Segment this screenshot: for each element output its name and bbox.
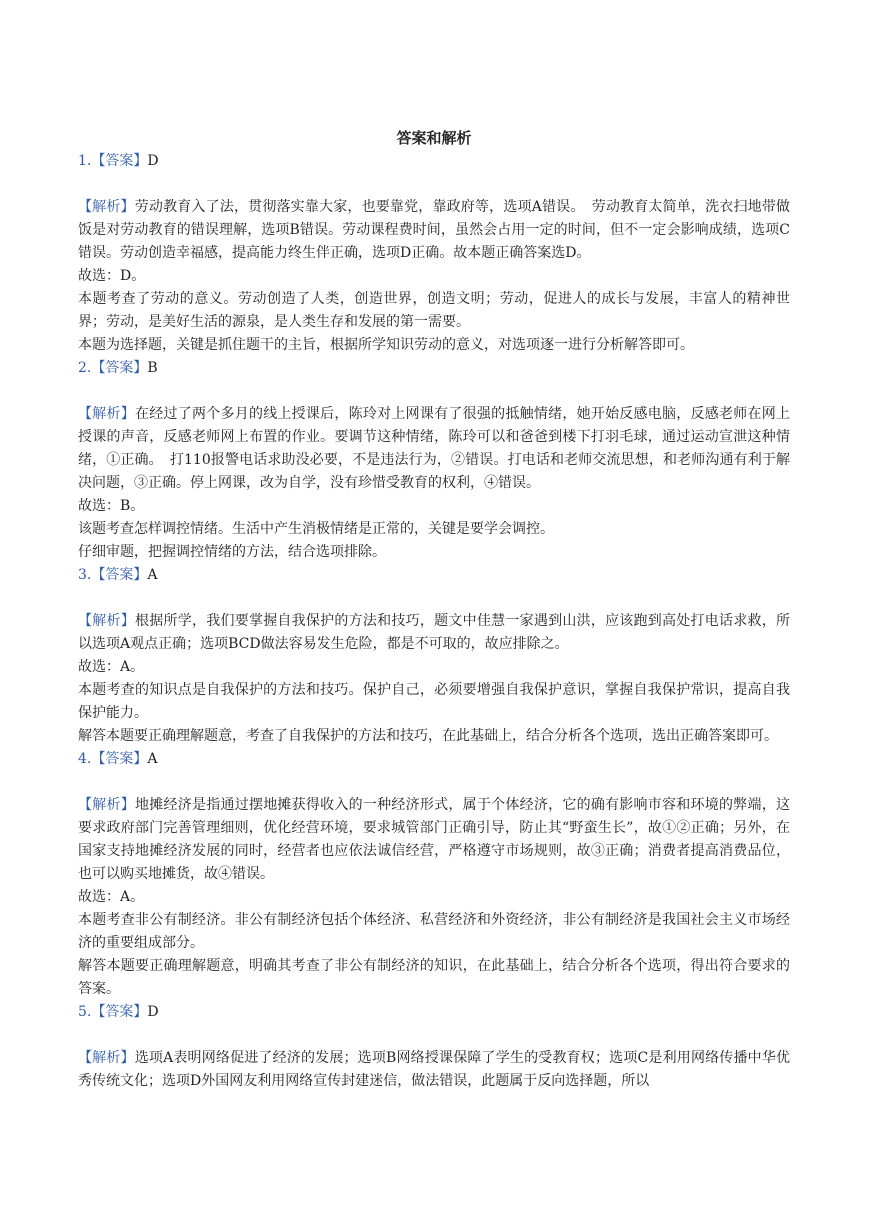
analysis-text: 根据所学，我们要掌握自我保护的方法和技巧，题文中佳慧一家遇到山洪，应该跑到高处打电话求救，所以选项A观点正确；选项BCD做法容易发生危险，都是不可取的，故应排除之。 [78, 613, 791, 652]
answer-item-3 [78, 564, 790, 748]
analysis-conclusion: 故选：B。 [78, 498, 145, 514]
item-number: 1. [78, 153, 92, 169]
analysis-text: 在经过了两个多月的线上授课后，陈玲对上网课有了很强的抵触情绪，她开始反感电脑，反感老师在网上授课的声音，反感老师网上布置的作业。要调节这种情绪，陈玲可以和爸爸到楼下打羽毛球，通过运动宣泄这种情绪，①正确。 打110报警电话求助没必要，不是违法行为，②错误。打电话和老师交流思想，和老师沟通有利于解决问题，③正确。停上网课，改为自学，没有珍惜受教育的权利，④错误。 [78, 406, 791, 491]
answer-line [78, 1001, 790, 1024]
answer-value: D [147, 153, 159, 169]
analysis-tag: 【解析】 [78, 797, 135, 813]
analysis-tip: 解答本题要正确理解题意，明确其考查了非公有制经济的知识，在此基础上，结合分析各个选项，得出符合要求的答案。 [78, 958, 790, 997]
answer-item-5 [78, 1001, 790, 1093]
answer-value: A [147, 567, 158, 583]
answer-value: D [147, 1004, 159, 1020]
analysis-paragraph [78, 403, 790, 495]
answer-tag: 【答案】 [91, 567, 148, 583]
analysis-text: 地摊经济是指通过摆地摊获得收入的一种经济形式，属于个体经济，它的确有影响市容和环境的弊端，这要求政府部门完善管理细则，优化经营环境，要求城管部门正确引导，防止其“野蛮生长”，故①②正确；另外，在国家支持地摊经济发展的同时，经营者也应依法诚信经营，严格遵守市场规则，故③正确；消费者提高消费品位，也可以购买地摊货，故④错误。 [78, 797, 791, 882]
analysis-paragraph [78, 610, 790, 656]
item-number: 4. [78, 751, 92, 767]
analysis-paragraph [78, 196, 790, 265]
document-page [78, 126, 790, 1093]
analysis-knowledge: 本题考查的知识点是自我保护的方法和技巧。保护自己，必须要增强自我保护意识，掌握自我保护常识，提高自我保护能力。 [78, 682, 790, 721]
analysis-tag: 【解析】 [78, 613, 135, 629]
analysis-paragraph [78, 1047, 790, 1093]
answer-tag: 【答案】 [91, 751, 148, 767]
answer-item-1 [78, 150, 790, 357]
item-number: 2. [78, 360, 92, 376]
answer-line [78, 150, 790, 173]
answer-tag: 【答案】 [91, 360, 148, 376]
analysis-tip: 仔细审题，把握调控情绪的方法，结合选项排除。 [78, 544, 386, 560]
answer-line [78, 357, 790, 380]
answer-item-4 [78, 748, 790, 1001]
answer-line [78, 748, 790, 771]
analysis-conclusion: 故选：A。 [78, 889, 145, 905]
analysis-tip: 本题为选择题，关键是抓住题干的主旨，根据所学知识劳动的意义，对选项逐一进行分析解答即可。 [78, 337, 694, 353]
answer-value: B [147, 360, 158, 376]
analysis-conclusion: 故选：D。 [78, 268, 146, 284]
analysis-tag: 【解析】 [78, 199, 135, 215]
answer-item-2 [78, 357, 790, 564]
analysis-text: 劳动教育入了法，贯彻落实靠大家，也要靠党，靠政府等，选项A错误。 劳动教育太简单，洗衣扫地带做饭是对劳动教育的错误理解，选项B错误。劳动课程费时间，虽然会占用一定的时间，但不一定会影响成绩，选项C错误。劳动创造幸福感，提高能力终生伴正确，选项D正确。故本题正确答案选D。 [78, 199, 791, 261]
item-number: 3. [78, 567, 92, 583]
analysis-conclusion: 故选：A。 [78, 659, 145, 675]
analysis-tip: 解答本题要正确理解题意，考查了自我保护的方法和技巧，在此基础上，结合分析各个选项，选出正确答案即可。 [78, 728, 778, 744]
answer-line [78, 564, 790, 587]
analysis-tag: 【解析】 [78, 1050, 135, 1066]
analysis-knowledge: 本题考查了劳动的意义。劳动创造了人类，创造世界，创造文明；劳动，促进人的成长与发展，丰富人的精神世界；劳动，是美好生活的源泉，是人类生存和发展的第一需要。 [78, 291, 790, 330]
analysis-text: 选项A表明网络促进了经济的发展；选项B网络授课保障了学生的受教育权；选项C是利用网络传播中华优秀传统文化；选项D外国网友利用网络宣传封建迷信，做法错误，此题属于反向选择题，所以 [78, 1050, 791, 1089]
item-number: 5. [78, 1004, 92, 1020]
analysis-tag: 【解析】 [78, 406, 135, 422]
page-title: 答案和解析 [396, 129, 472, 147]
analysis-knowledge: 本题考查非公有制经济。非公有制经济包括个体经济、私营经济和外资经济，非公有制经济是我国社会主义市场经济的重要组成部分。 [78, 912, 790, 951]
analysis-knowledge: 该题考查怎样调控情绪。生活中产生消极情绪是正常的，关键是要学会调控。 [78, 521, 554, 537]
answer-tag: 【答案】 [91, 1004, 148, 1020]
answer-tag: 【答案】 [91, 153, 148, 169]
analysis-paragraph [78, 794, 790, 886]
answer-value: A [147, 751, 158, 767]
